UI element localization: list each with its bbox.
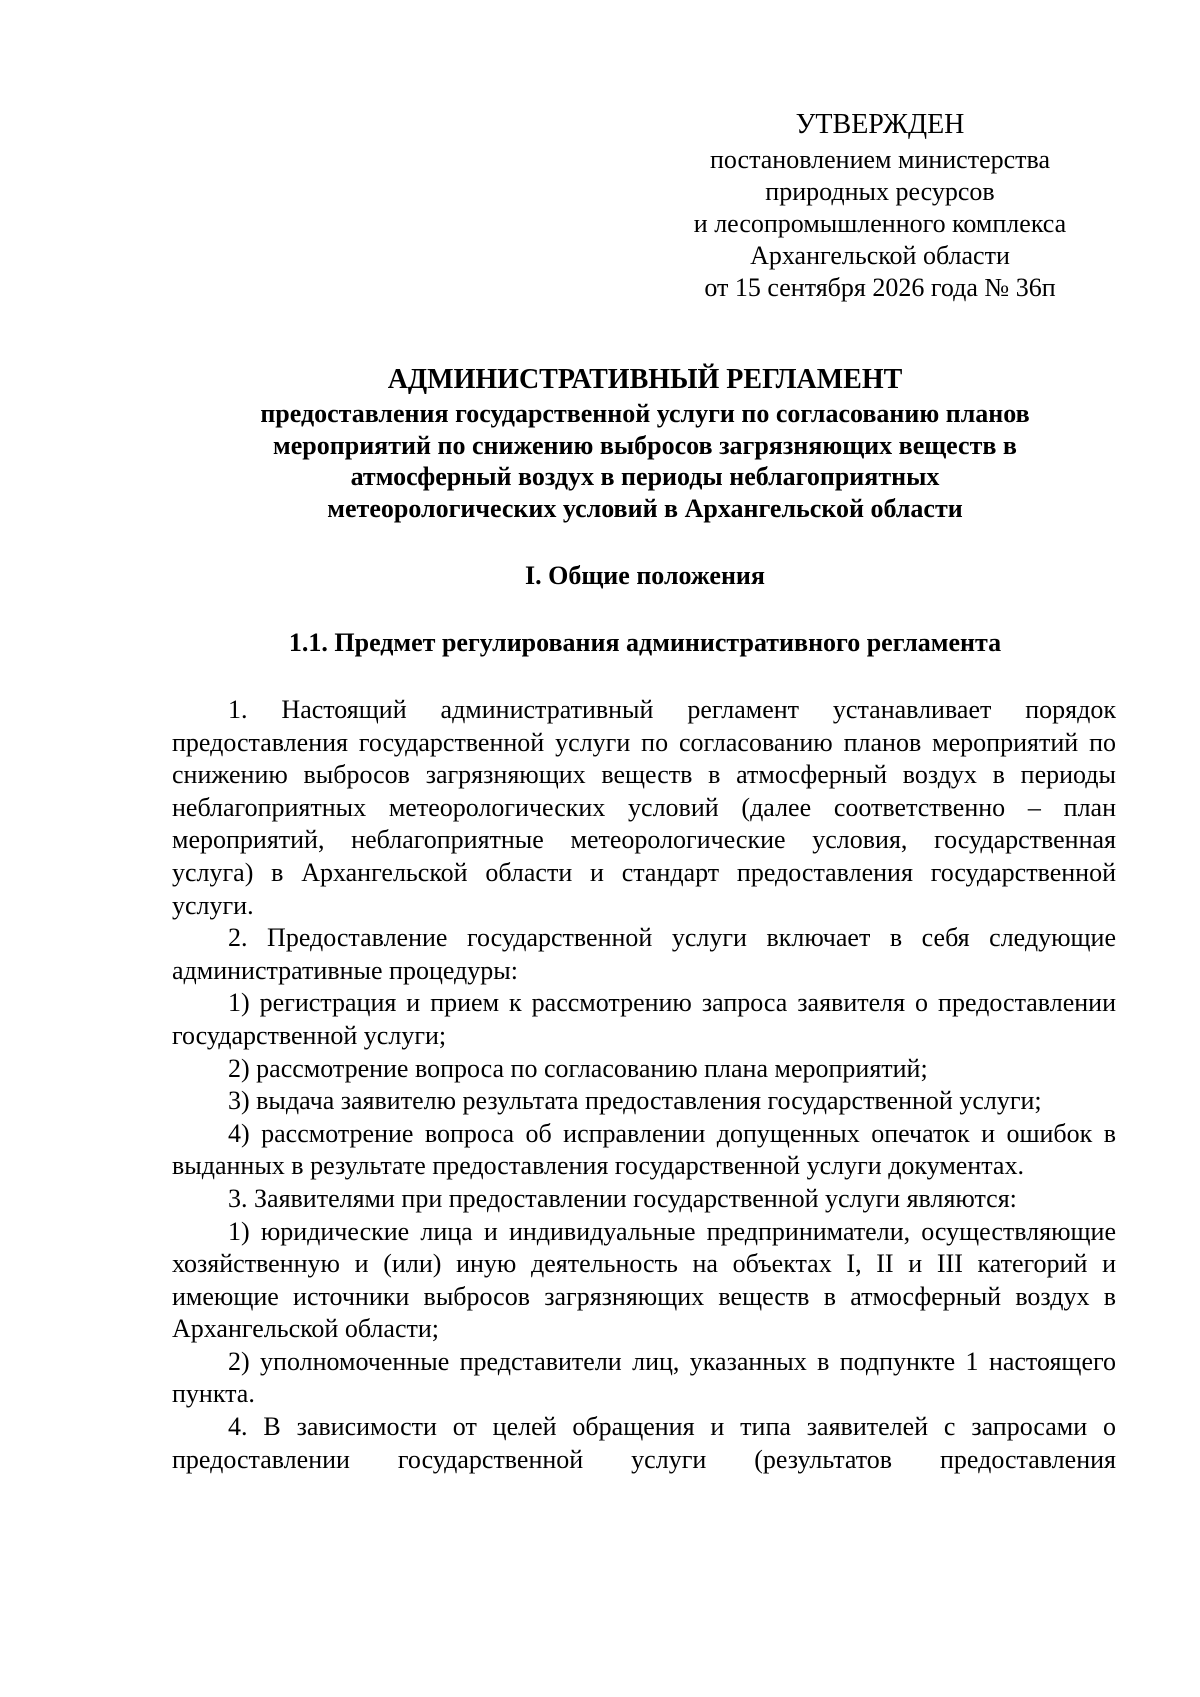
document-body	[172, 694, 1116, 1476]
paragraph: 1) регистрация и прием к рассмотрению запроса заявителя о предоставлении государственной услуги;	[172, 988, 1116, 1050]
document-title-main: АДМИНИСТРАТИВНЫЙ РЕГЛАМЕНТ	[387, 364, 903, 395]
approval-stamp: УТВЕРЖДЕН	[795, 109, 965, 140]
paragraph: 4) рассмотрение вопроса об исправлении допущенных опечаток и ошибок в выданных в результате предоставления государственной услуги документах.	[172, 1118, 1116, 1181]
document-title	[170, 362, 1120, 524]
approval-line: от 15 сентября 2026 года № 36п	[704, 273, 1056, 302]
paragraph: 1. Настоящий административный регламент устанавливает порядок предоставления государственной услуги по согласованию планов мероприятий по снижению выбросов загрязняющих веществ в атмосферный воздух в периоды неблагоприятных метеорологических условий (далее соответственно – план мероприятий, неблагоприятные метеорологические условия, государственная услуга) в Архангельской области и стандарт предоставления государственной услуги.	[172, 695, 1116, 920]
document-title-line: предоставления государственной услуги по согласованию планов	[260, 399, 1030, 428]
paragraph: 4. В зависимости от целей обращения и типа заявителей с запросами о предоставлении государственной услуги (результатов предоставления	[172, 1412, 1116, 1474]
document-title-line: атмосферный воздух в периоды неблагоприятных	[350, 462, 940, 491]
paragraph: 3) выдача заявителю результата предоставления государственной услуги;	[228, 1086, 1042, 1116]
paragraph: 1) юридические лица и индивидуальные предприниматели, осуществляющие хозяйственную и (или) иную деятельность на объектах I, II и III категорий и имеющие источники выбросов загрязняющих веществ в атмосферный воздух в Архангельской области;	[172, 1216, 1116, 1344]
document-title-line: метеорологических условий в Архангельской области	[327, 493, 963, 523]
paragraph: 3. Заявителями при предоставлении государственной услуги являются:	[228, 1183, 1017, 1213]
subsection-heading-subject: 1.1. Предмет регулирования административного регламента	[288, 628, 1002, 657]
paragraph: 2) рассмотрение вопроса по согласованию плана мероприятий;	[228, 1053, 928, 1083]
approval-line: Архангельской области	[750, 241, 1010, 270]
approval-line: постановлением министерства	[709, 145, 1051, 174]
paragraph: 2) уполномоченные представители лиц, указанных в подпункте 1 настоящего пункта.	[172, 1346, 1116, 1409]
approval-block	[630, 108, 1130, 304]
paragraph: 2. Предоставление государственной услуги включает в себя следующие административные процедуры:	[172, 923, 1116, 985]
section-heading-general: I. Общие положения	[525, 561, 765, 590]
approval-line: природных ресурсов	[765, 177, 995, 206]
document-title-line: мероприятий по снижению выбросов загрязняющих веществ в	[273, 430, 1017, 460]
approval-line: и лесопромышленного комплекса	[693, 209, 1067, 238]
